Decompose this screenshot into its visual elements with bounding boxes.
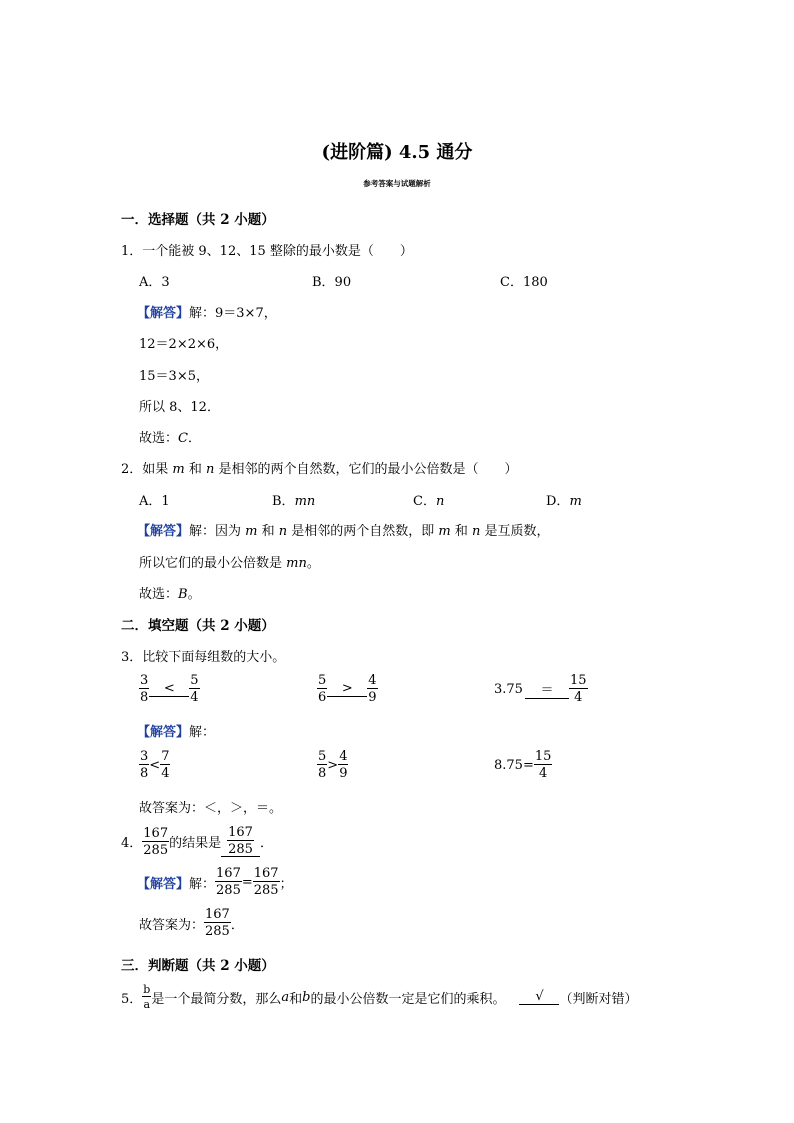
answer-blank: √ xyxy=(519,989,559,1005)
compare-sign: > xyxy=(327,757,339,773)
fraction: $\frac{167}{285}$ xyxy=(205,907,230,939)
fraction: $\frac{15}{4}$ xyxy=(569,673,587,705)
question-3-item-1 xyxy=(139,674,200,704)
var: n xyxy=(471,524,481,539)
question-number: 4． xyxy=(121,836,143,851)
text: 解： xyxy=(189,876,216,892)
stem-text: 是相邻的两个自然数，它们的最小公倍数是（ ） xyxy=(214,462,518,477)
question-4-final-answer xyxy=(139,908,244,938)
answer-blank: > xyxy=(327,681,367,697)
question-3-solution-3 xyxy=(494,750,552,780)
answer-end: ． xyxy=(187,431,201,446)
fraction: $\frac{b}{a}$ xyxy=(143,983,151,1011)
var: m xyxy=(438,524,451,539)
fraction: $\frac{5}{4}$ xyxy=(190,673,199,705)
var: mn xyxy=(286,556,307,571)
question-1-solution-line-4: 所以 8、12． xyxy=(139,400,220,415)
fraction: $\frac{7}{4}$ xyxy=(161,749,170,781)
stem-text: 和 xyxy=(184,462,206,477)
question-2-option-c xyxy=(413,490,444,509)
text: 所以它们的最小公倍数是 xyxy=(139,556,287,571)
fraction: $\frac{167}{285}$ xyxy=(253,866,279,898)
text: 故选： xyxy=(139,587,179,602)
question-2-solution-line-2 xyxy=(139,552,320,571)
option-letter: B． xyxy=(272,494,295,509)
compare-sign: < xyxy=(149,757,161,773)
text: 是互质数， xyxy=(480,524,550,539)
question-3-item-3 xyxy=(494,674,588,704)
text: 和 xyxy=(450,524,472,539)
question-1-option-a: A．3 xyxy=(139,275,170,290)
stem-text: 2．如果 xyxy=(121,462,173,477)
question-3-item-2 xyxy=(317,674,378,704)
question-2-option-d xyxy=(546,490,582,509)
answer-blank xyxy=(221,826,260,857)
option-letter: A． xyxy=(139,494,162,509)
fraction: $\frac{3}{8}$ xyxy=(140,749,149,781)
option-value: 1 xyxy=(161,494,170,509)
answer-prefix: 故选： xyxy=(139,431,179,446)
stem-text: 的结果是 xyxy=(169,836,222,851)
option-value: m xyxy=(569,494,582,509)
question-5-stem xyxy=(121,984,637,1010)
text: 。 xyxy=(187,587,201,602)
question-3-stem: 3．比较下面每组数的大小。 xyxy=(121,650,286,665)
text: 解： xyxy=(189,725,216,740)
var: m xyxy=(245,524,258,539)
question-1-stem: 1．一个能被 9、12、15 整除的最小数是（ ） xyxy=(121,244,413,259)
solution-tag: 【解答】 xyxy=(137,876,190,892)
page-subtitle: 参考答案与试题解析 xyxy=(363,179,431,188)
answer-letter: B xyxy=(178,587,188,602)
solution-text: 解：9＝3×7， xyxy=(189,306,277,321)
answer-blank: < xyxy=(149,681,189,697)
question-3-solution-2 xyxy=(317,750,348,780)
section-heading-fill: 二．填空题（共 2 小题） xyxy=(121,618,275,634)
section-heading-choice: 一．选择题（共 2 小题） xyxy=(121,212,275,228)
answer-letter: C xyxy=(178,431,188,446)
var-a: a xyxy=(281,989,290,1005)
text: 。 xyxy=(306,556,320,571)
page-title: (进阶篇) 4.5 通分 xyxy=(321,142,473,163)
text: ； xyxy=(279,876,293,892)
stem-text: 的最小公倍数一定是它们的乘积。 xyxy=(310,991,506,1007)
fraction: $\frac{4}{9}$ xyxy=(339,749,348,781)
text: 和 xyxy=(257,524,279,539)
compare-sign: = xyxy=(522,757,534,773)
text: 解：因为 xyxy=(189,524,246,539)
equals-sign: = xyxy=(241,874,253,890)
fraction: $\frac{167}{285}$ xyxy=(228,825,253,857)
fraction: $\frac{3}{8}$ xyxy=(140,673,149,705)
question-4-stem xyxy=(121,826,273,857)
question-2-solution-line-1 xyxy=(137,520,550,539)
question-2-stem xyxy=(121,458,518,477)
text: 故答案为： xyxy=(139,917,205,933)
question-2-option-b xyxy=(272,490,315,509)
decimal: 8.75 xyxy=(494,757,523,773)
fraction: $\frac{167}{285}$ xyxy=(143,825,169,858)
stem-text: 是一个最简分数，那么 xyxy=(151,991,282,1007)
solution-tag: 【解答】 xyxy=(137,725,190,740)
fraction: $\frac{167}{285}$ xyxy=(216,866,241,898)
solution-tag: 【解答】 xyxy=(137,306,190,321)
stem-text: 和 xyxy=(289,991,303,1007)
var-m: m xyxy=(172,462,185,477)
option-value: mn xyxy=(294,494,316,509)
stem-end: ． xyxy=(259,836,273,851)
question-3-final-answer: 故答案为：＜，＞，＝。 xyxy=(139,801,283,816)
question-1-option-c: C．180 xyxy=(500,275,548,290)
option-letter: D． xyxy=(546,494,570,509)
stem-suffix: （判断对错） xyxy=(559,991,638,1007)
question-number: 5． xyxy=(121,991,143,1007)
question-2-option-a xyxy=(139,490,170,509)
var-n: n xyxy=(206,462,215,477)
decimal: 3.75 xyxy=(494,681,523,697)
question-1-solution-line-1 xyxy=(137,302,277,321)
text: ． xyxy=(230,917,244,933)
question-3-solution-1 xyxy=(139,750,170,780)
question-1-solution-line-2: 12＝2×2×6， xyxy=(139,337,229,352)
question-2-answer-line xyxy=(139,583,201,602)
text: 是相邻的两个自然数，即 xyxy=(287,524,439,539)
answer-blank: ＝ xyxy=(525,679,569,699)
fraction: $\frac{5}{8}$ xyxy=(318,749,327,781)
var: n xyxy=(278,524,288,539)
question-1-solution-line-3: 15＝3×5， xyxy=(139,369,209,384)
fraction: $\frac{15}{4}$ xyxy=(534,749,552,781)
option-value: n xyxy=(435,494,445,509)
solution-tag: 【解答】 xyxy=(137,524,190,539)
question-4-solution xyxy=(137,867,293,897)
var-b: b xyxy=(302,989,311,1005)
question-1-option-b: B．90 xyxy=(312,275,352,290)
option-letter: C． xyxy=(413,494,436,509)
section-heading-judge: 三．判断题（共 2 小题） xyxy=(121,958,275,974)
question-1-answer-line xyxy=(139,427,201,446)
question-3-solution-tag-line xyxy=(137,721,215,740)
fraction: $\frac{4}{9}$ xyxy=(368,673,377,705)
fraction: $\frac{5}{6}$ xyxy=(318,673,327,705)
